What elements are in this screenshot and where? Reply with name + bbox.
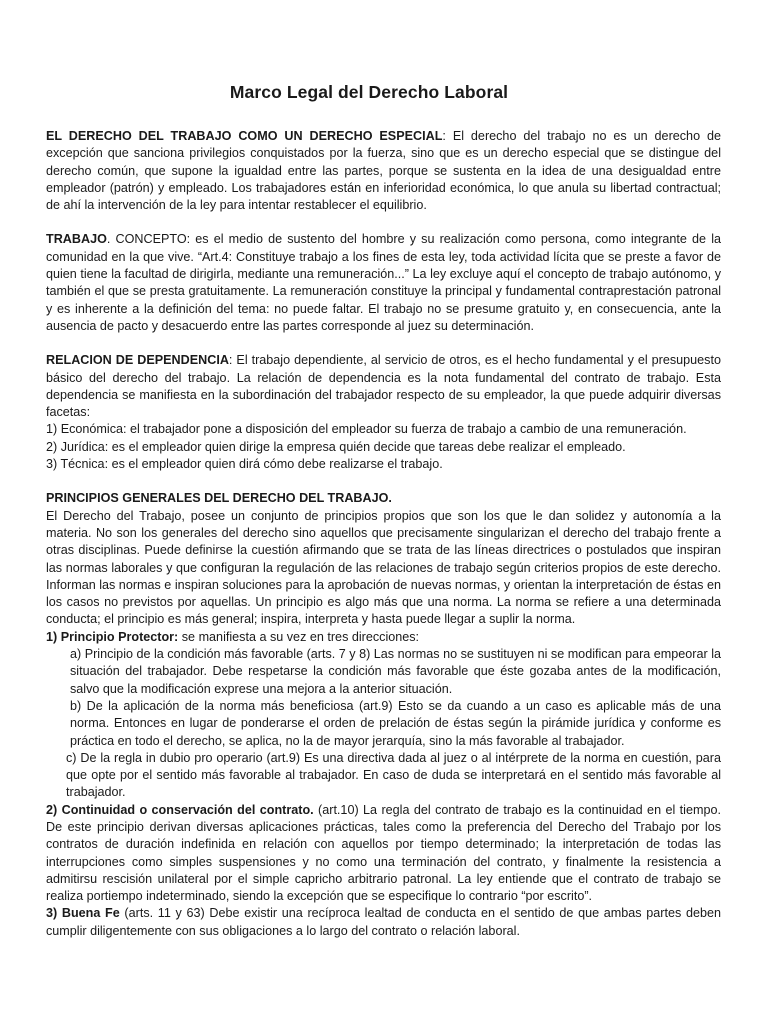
text-condicion-favorable: a) Principio de la condición más favorable (arts. 7 y 8) Las normas no se sustituyen ni se modifican para empeorar la situación del trabajador. Debe respetarse la condición más favorable que éste gozaba antes de la modificación, salvo que la modificación exprese una mejora a la anterior situación.	[70, 647, 721, 696]
list-item: 1) Económica: el trabajador pone a disposición del empleador su fuerza de trabajo a cambio de una remuneración.	[46, 422, 687, 437]
text-derecho-especial: : El derecho del trabajo no es un derecho de excepción que sanciona privilegios conquistados por la fuerza, sino que es un derecho especial que se distingue del derecho común, que supone la igualdad entre las partes, porque se sustenta en la idea de una desigualdad entre empleador (patrón) y empleado. Los trabajadores están en inferioridad económica, lo que anula su libertad contractual; de ahí la intervención de la ley para intentar restablecer el equilibrio.	[46, 129, 721, 213]
section-principios	[46, 490, 721, 940]
paragraph-dependencia	[46, 352, 721, 473]
text-buena-fe: (arts. 11 y 63) Debe existir una recíproca lealtad de conducta en el sentido de que ambas partes deben cumplir diligentemente con sus obligaciones a lo largo del contrato o relación laboral.	[46, 906, 721, 938]
document-body	[46, 128, 721, 940]
list-item: 2) Jurídica: es el empleador quien dirige la empresa quién decide que tareas debe realizar el empleado.	[46, 439, 626, 454]
heading-principio-protector: 1) Principio Protector:	[46, 629, 179, 644]
paragraph-trabajo	[46, 231, 721, 335]
heading-derecho-especial: EL DERECHO DEL TRABAJO COMO UN DERECHO ESPECIAL	[46, 129, 443, 143]
heading-continuidad: 2) Continuidad o conservación del contrato.	[46, 802, 314, 817]
heading-dependencia: RELACION DE DEPENDENCIA	[46, 353, 229, 368]
text-principio-protector: se manifiesta a su vez en tres direcciones:	[178, 629, 420, 644]
page-title: Marco Legal del Derecho Laboral	[229, 82, 509, 102]
list-item: 3) Técnica: es el empleador quien dirá cómo debe realizarse el trabajo.	[46, 457, 443, 472]
heading-trabajo: TRABAJO	[46, 232, 107, 247]
text-dependencia: : El trabajo dependiente, al servicio de otros, es el hecho fundamental y el presupuesto básico del derecho del trabajo. La relación de dependencia es la nota fundamental del contrato de trabajo. Esta dependencia se manifiesta en la subordinación del trabajador respecto de su empleador, la que puede adquirir diversas facetas:	[46, 353, 721, 420]
paragraph-derecho-especial	[46, 128, 721, 214]
text-continuidad: (art.10) La regla del contrato de trabajo es la continuidad en el tiempo. De este principio derivan diversas aplicaciones prácticas, tales como la preferencia del Derecho del Trabajo por los contratos de duración indefinida en relación con aquellos por tiempo determinado; la interpretación de todas las interrupciones como simples suspensiones y no como una terminación del contrato, y finalmente la resistencia a admitirsu rescisión unilateral por el simple capricho arbitrario patronal. La ley entiende que el contrato de trabajo se realiza portiempo indeterminado, siendo la excepción que se especifique lo contrario “por escrito”.	[46, 802, 721, 904]
heading-principios: PRINCIPIOS GENERALES DEL DERECHO DEL TRABAJO.	[46, 491, 392, 506]
text-trabajo: . CONCEPTO: es el medio de sustento del hombre y su realización como persona, como integrante de la comunidad en la que vive. “Art.4: Constituye trabajo a los fines de esta ley, toda actividad lícita que se preste a favor de quien tiene la facultad de dirigirla, mediante una remuneración...” La ley excluye aquí el concepto de trabajo autónomo, y también el que se presta gratuitamente. La remuneración constituye la principal y fundamental contraprestación patronal y es inherente a la definición del tema: no puede faltar. El trabajo no se presume gratuito y, en consecuencia, ante la ausencia de pacto y desacuerdo entre las partes corresponde al juez su determinación.	[46, 232, 721, 333]
heading-buena-fe: 3) Buena Fe	[46, 906, 120, 921]
text-in-dubio: c) De la regla in dubio pro operario (art.9) Es una directiva dada al juez o al intérprete de la norma en cuestión, para que opte por el sentido más favorable al trabajador. En caso de duda se interpretará en el sentido más favorable al trabajador.	[66, 750, 721, 800]
text-norma-beneficiosa: b) De la aplicación de la norma más beneficiosa (art.9) Esto se da cuando a un caso es aplicable más de una norma. Entonces en lugar de ponderarse el orden de prelación de éstas según la pirámide jurídica y conforme es práctica en todo el derecho, se aplica, no la de mayor jerarquía, sino la más favorable al trabajador.	[70, 698, 721, 748]
text-principios-intro: El Derecho del Trabajo, posee un conjunto de principios propios que son los que le dan solidez y autonomía a la materia. No son los generales del derecho sino aquellos que precisamente singularizan el derecho del trabajo frente a otras disciplinas. Puede definirse la cuestión afirmando que se trata de las líneas directrices o postulados que inspiran las normas laborales y que configuran la regulación de las relaciones de trabajo según criterios propios de este derecho. Informan las normas e inspiran soluciones para la aprobación de nuevas normas, y orientan la interpretación de éstas en los casos no previstos por aquellas. Un principio es algo más que una norma. La norma se refiere a una determinada conducta; el principio es más general; inspira, interpreta y hasta puede llegar a suplir la norma.	[46, 508, 721, 627]
